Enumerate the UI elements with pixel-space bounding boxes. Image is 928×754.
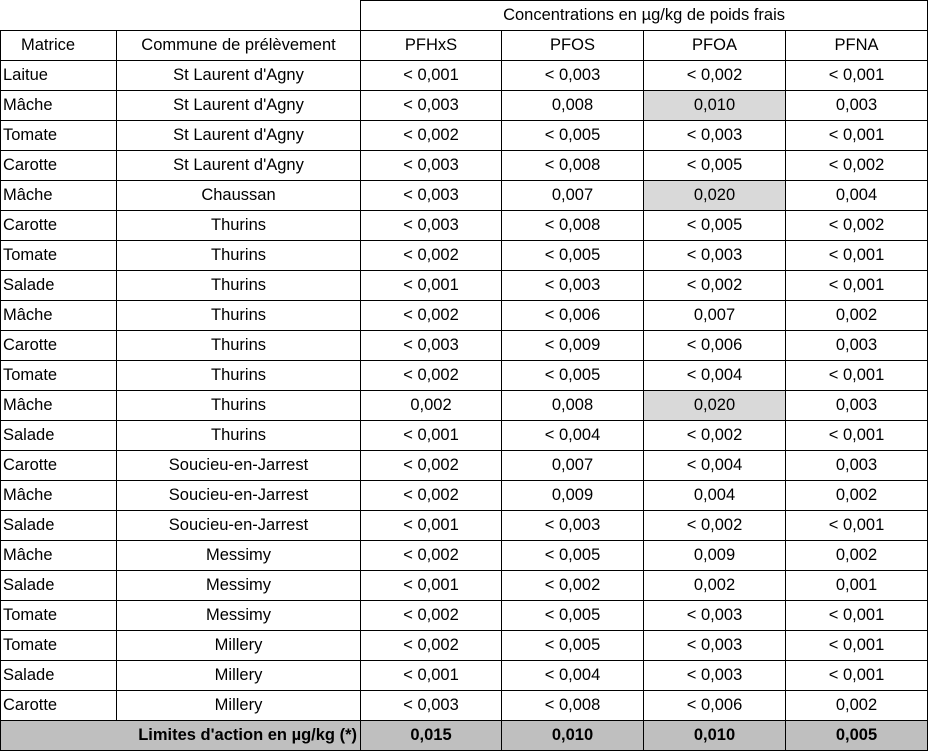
table-row [1, 331, 928, 361]
pfoa-cell: 0,020 [644, 391, 786, 421]
pfhxs-cell: < 0,002 [361, 121, 502, 151]
commune-cell: Thurins [117, 331, 361, 361]
pfna-cell: < 0,001 [786, 421, 928, 451]
pfhxs-cell: < 0,001 [361, 421, 502, 451]
pfhxs-cell: < 0,002 [361, 481, 502, 511]
limit-pfna: 0,005 [786, 721, 928, 751]
pfhxs-cell: < 0,001 [361, 571, 502, 601]
pfna-cell: 0,002 [786, 301, 928, 331]
matrice-cell: Mâche [1, 91, 117, 121]
matrice-cell: Salade [1, 421, 117, 451]
commune-cell: Millery [117, 691, 361, 721]
pfoa-cell: < 0,006 [644, 691, 786, 721]
commune-cell: Thurins [117, 301, 361, 331]
table-row [1, 211, 928, 241]
limits-row [1, 721, 928, 751]
commune-cell: Thurins [117, 211, 361, 241]
commune-cell: St Laurent d'Agny [117, 91, 361, 121]
table-row [1, 91, 928, 121]
matrice-cell: Carotte [1, 691, 117, 721]
commune-cell: Chaussan [117, 181, 361, 211]
pfoa-cell: < 0,004 [644, 361, 786, 391]
matrice-cell: Mâche [1, 391, 117, 421]
pfna-cell: 0,003 [786, 391, 928, 421]
table-row [1, 391, 928, 421]
pfoa-cell: < 0,006 [644, 331, 786, 361]
pfoa-cell: < 0,003 [644, 121, 786, 151]
group-header-row [1, 1, 928, 31]
matrice-cell: Carotte [1, 151, 117, 181]
commune-cell: Thurins [117, 421, 361, 451]
matrice-cell: Tomate [1, 601, 117, 631]
pfoa-cell: < 0,003 [644, 241, 786, 271]
pfna-cell: 0,002 [786, 691, 928, 721]
matrice-cell: Carotte [1, 451, 117, 481]
commune-cell: Messimy [117, 571, 361, 601]
matrice-cell: Carotte [1, 331, 117, 361]
commune-cell: Messimy [117, 601, 361, 631]
pfos-cell: 0,009 [502, 481, 644, 511]
pfos-cell: < 0,003 [502, 271, 644, 301]
pfhxs-cell: < 0,003 [361, 331, 502, 361]
table-row [1, 61, 928, 91]
column-header-pfos: PFOS [502, 31, 644, 61]
matrice-cell: Tomate [1, 361, 117, 391]
pfos-cell: < 0,005 [502, 361, 644, 391]
pfoa-cell: < 0,003 [644, 631, 786, 661]
commune-cell: Thurins [117, 391, 361, 421]
commune-cell: Messimy [117, 541, 361, 571]
pfos-cell: < 0,008 [502, 151, 644, 181]
pfos-cell: < 0,004 [502, 661, 644, 691]
pfos-cell: < 0,008 [502, 211, 644, 241]
commune-cell: Millery [117, 631, 361, 661]
table-row [1, 571, 928, 601]
commune-cell: Millery [117, 661, 361, 691]
table-row [1, 511, 928, 541]
pfos-cell: < 0,005 [502, 631, 644, 661]
pfna-cell: 0,002 [786, 481, 928, 511]
pfos-cell: < 0,003 [502, 511, 644, 541]
pfos-cell: 0,008 [502, 391, 644, 421]
pfna-cell: < 0,001 [786, 61, 928, 91]
pfna-cell: < 0,001 [786, 661, 928, 691]
commune-cell: Thurins [117, 271, 361, 301]
pfoa-cell: < 0,005 [644, 151, 786, 181]
pfos-cell: < 0,005 [502, 541, 644, 571]
pfhxs-cell: < 0,003 [361, 151, 502, 181]
pfhxs-cell: < 0,001 [361, 661, 502, 691]
pfoa-cell: < 0,002 [644, 271, 786, 301]
pfna-cell: < 0,001 [786, 241, 928, 271]
pfna-cell: < 0,001 [786, 601, 928, 631]
pfos-cell: < 0,009 [502, 331, 644, 361]
table-row [1, 481, 928, 511]
pfna-cell: < 0,001 [786, 631, 928, 661]
pfna-cell: 0,002 [786, 541, 928, 571]
pfos-cell: < 0,005 [502, 601, 644, 631]
table-row [1, 601, 928, 631]
table-body [1, 61, 928, 721]
pfhxs-cell: < 0,002 [361, 601, 502, 631]
matrice-cell: Mâche [1, 181, 117, 211]
pfoa-cell: < 0,004 [644, 451, 786, 481]
pfoa-cell: 0,009 [644, 541, 786, 571]
table-row [1, 241, 928, 271]
limit-pfoa: 0,010 [644, 721, 786, 751]
pfhxs-cell: < 0,002 [361, 451, 502, 481]
matrice-cell: Salade [1, 661, 117, 691]
commune-cell: Thurins [117, 241, 361, 271]
pfos-cell: < 0,004 [502, 421, 644, 451]
matrice-cell: Laitue [1, 61, 117, 91]
column-header-row [1, 31, 928, 61]
matrice-cell: Salade [1, 571, 117, 601]
pfoa-cell: 0,010 [644, 91, 786, 121]
group-title: Concentrations en µg/kg de poids frais [361, 1, 928, 31]
pfhxs-cell: < 0,001 [361, 511, 502, 541]
pfoa-cell: 0,007 [644, 301, 786, 331]
pfos-cell: < 0,006 [502, 301, 644, 331]
commune-cell: Soucieu-en-Jarrest [117, 511, 361, 541]
table-row [1, 181, 928, 211]
pfhxs-cell: < 0,002 [361, 301, 502, 331]
limit-pfhxs: 0,015 [361, 721, 502, 751]
pfhxs-cell: < 0,003 [361, 91, 502, 121]
matrice-cell: Tomate [1, 241, 117, 271]
pfos-cell: < 0,008 [502, 691, 644, 721]
pfhxs-cell: < 0,002 [361, 241, 502, 271]
table-row [1, 661, 928, 691]
pfhxs-cell: < 0,001 [361, 61, 502, 91]
pfos-cell: < 0,005 [502, 241, 644, 271]
pfhxs-cell: < 0,001 [361, 271, 502, 301]
matrice-cell: Tomate [1, 121, 117, 151]
table-row [1, 121, 928, 151]
table-row [1, 301, 928, 331]
pfos-cell: 0,007 [502, 181, 644, 211]
pfos-cell: 0,008 [502, 91, 644, 121]
limit-pfos: 0,010 [502, 721, 644, 751]
pfhxs-cell: < 0,002 [361, 361, 502, 391]
pfna-cell: < 0,001 [786, 361, 928, 391]
pfhxs-cell: < 0,003 [361, 181, 502, 211]
table-row [1, 421, 928, 451]
matrice-cell: Carotte [1, 211, 117, 241]
column-header-matrice: Matrice [1, 31, 117, 61]
pfhxs-cell: 0,002 [361, 391, 502, 421]
matrice-cell: Salade [1, 511, 117, 541]
pfos-cell: < 0,003 [502, 61, 644, 91]
pfna-cell: 0,001 [786, 571, 928, 601]
table-row [1, 361, 928, 391]
pfhxs-cell: < 0,003 [361, 211, 502, 241]
pfhxs-cell: < 0,002 [361, 631, 502, 661]
commune-cell: St Laurent d'Agny [117, 121, 361, 151]
pfhxs-cell: < 0,002 [361, 541, 502, 571]
pfos-cell: 0,007 [502, 451, 644, 481]
pfos-cell: < 0,005 [502, 121, 644, 151]
pfna-cell: 0,003 [786, 91, 928, 121]
table-row [1, 631, 928, 661]
matrice-cell: Tomate [1, 631, 117, 661]
pfoa-cell: 0,002 [644, 571, 786, 601]
header-spacer [1, 1, 361, 31]
pfna-cell: < 0,001 [786, 511, 928, 541]
matrice-cell: Mâche [1, 301, 117, 331]
pfna-cell: 0,004 [786, 181, 928, 211]
column-header-pfna: PFNA [786, 31, 928, 61]
table-footer [1, 721, 928, 751]
pfos-cell: < 0,002 [502, 571, 644, 601]
pfoa-cell: < 0,005 [644, 211, 786, 241]
pfna-cell: < 0,002 [786, 211, 928, 241]
table-row [1, 151, 928, 181]
column-header-commune: Commune de prélèvement [117, 31, 361, 61]
table-row [1, 691, 928, 721]
commune-cell: St Laurent d'Agny [117, 61, 361, 91]
table-header [1, 1, 928, 61]
column-header-pfoa: PFOA [644, 31, 786, 61]
commune-cell: St Laurent d'Agny [117, 151, 361, 181]
table-row [1, 451, 928, 481]
commune-cell: Soucieu-en-Jarrest [117, 481, 361, 511]
pfna-cell: 0,003 [786, 331, 928, 361]
matrice-cell: Salade [1, 271, 117, 301]
matrice-cell: Mâche [1, 481, 117, 511]
matrice-cell: Mâche [1, 541, 117, 571]
pfoa-cell: 0,004 [644, 481, 786, 511]
pfna-cell: < 0,002 [786, 151, 928, 181]
pfoa-cell: < 0,003 [644, 661, 786, 691]
pfna-cell: < 0,001 [786, 271, 928, 301]
pfhxs-cell: < 0,003 [361, 691, 502, 721]
column-header-pfhxs: PFHxS [361, 31, 502, 61]
pfoa-cell: < 0,002 [644, 421, 786, 451]
pfna-cell: 0,003 [786, 451, 928, 481]
commune-cell: Thurins [117, 361, 361, 391]
pfna-cell: < 0,001 [786, 121, 928, 151]
pfoa-cell: < 0,003 [644, 601, 786, 631]
pfoa-cell: < 0,002 [644, 511, 786, 541]
table-row [1, 271, 928, 301]
pfoa-cell: 0,020 [644, 181, 786, 211]
pfoa-cell: < 0,002 [644, 61, 786, 91]
commune-cell: Soucieu-en-Jarrest [117, 451, 361, 481]
limits-label: Limites d'action en µg/kg (*) [1, 721, 361, 751]
table-row [1, 541, 928, 571]
